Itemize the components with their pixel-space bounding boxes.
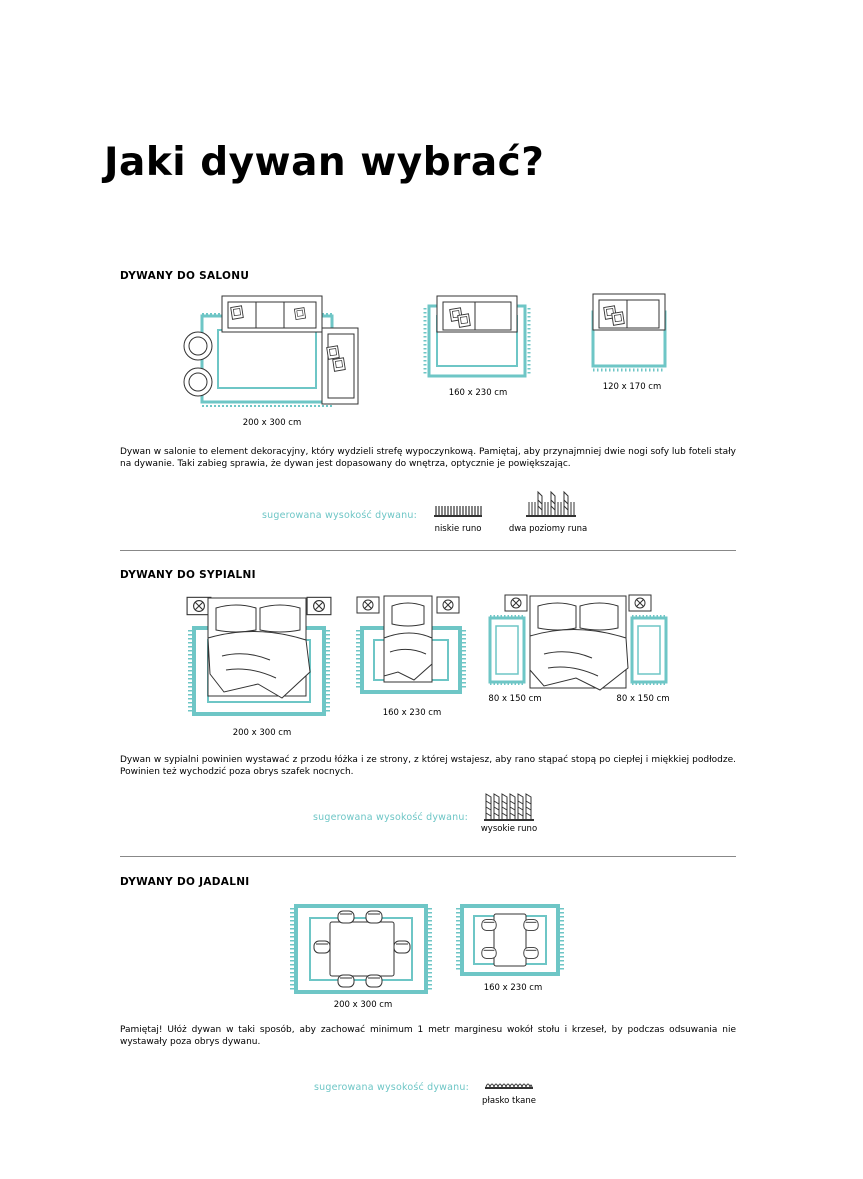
salon-rug-160x230-illustration [423, 294, 533, 382]
two-level-pile-icon [526, 490, 576, 518]
pile-label: wysokie runo [480, 824, 538, 834]
pile-label: dwa poziomy runa [508, 524, 588, 534]
low-pile-icon [434, 504, 482, 518]
suggested-height-label: sugerowana wysokość dywanu: [314, 1082, 470, 1093]
high-pile-icon [484, 792, 534, 822]
section-description-salon: Dywan w salonie to element dekoracyjny, który wydzieli strefę wypoczynkową. Pamiętaj, aby przynajmniej dwie nogi sofy lub foteli stały na dywanie. Taki zabieg sprawia, że dywan jest dopasowany do wnętrza, optycznie je powiększając. [120, 447, 736, 470]
pile-label: płasko tkane [482, 1096, 536, 1106]
size-label: 200 x 300 cm [333, 1000, 393, 1010]
size-label: 160 x 230 cm [382, 708, 442, 718]
suggested-height-label: sugerowana wysokość dywanu: [313, 812, 469, 823]
bedroom-rug-200x300-illustration [186, 594, 334, 720]
section-description-sypialnia: Dywan w sypialni powinien wystawać z przodu łóżka i ze strony, z której wstajesz, aby rano stąpać stopą po ciepłej i miękkiej podłodze. Powinien też wychodzić poza obrys szafek nocnych. [120, 755, 736, 778]
size-label: 200 x 300 cm [232, 728, 292, 738]
salon-rug-200x300-illustration [184, 294, 364, 412]
size-label: 200 x 300 cm [242, 418, 302, 428]
pile-label: niskie runo [434, 524, 482, 534]
size-label: 160 x 230 cm [448, 388, 508, 398]
page-title: Jaki dywan wybrać? [104, 140, 545, 185]
size-label: 80 x 150 cm [488, 694, 542, 704]
section-divider [120, 550, 736, 551]
section-heading-salon: DYWANY DO SALONU [120, 270, 250, 282]
size-label: 160 x 230 cm [483, 983, 543, 993]
size-label: 120 x 170 cm [602, 382, 662, 392]
salon-rug-120x170-illustration [587, 292, 671, 374]
flat-weave-icon [485, 1080, 533, 1090]
suggested-height-label: sugerowana wysokość dywanu: [262, 510, 418, 521]
section-heading-jadalnia: DYWANY DO JADALNI [120, 876, 250, 888]
bedroom-runner-rugs-illustration [486, 592, 672, 692]
size-label: 80 x 150 cm [616, 694, 670, 704]
section-description-jadalnia: Pamiętaj! Ułóż dywan w taki sposób, aby zachować minimum 1 metr marginesu wokół stołu i krzeseł, by podczas odsuwania nie wystawały poza obrys dywanu. [120, 1025, 736, 1048]
bedroom-rug-160x230-illustration [356, 594, 466, 698]
dining-rug-200x300-illustration [290, 900, 432, 996]
section-divider [120, 856, 736, 857]
dining-rug-160x230-illustration [456, 900, 564, 978]
section-heading-sypialnia: DYWANY DO SYPIALNI [120, 569, 256, 581]
